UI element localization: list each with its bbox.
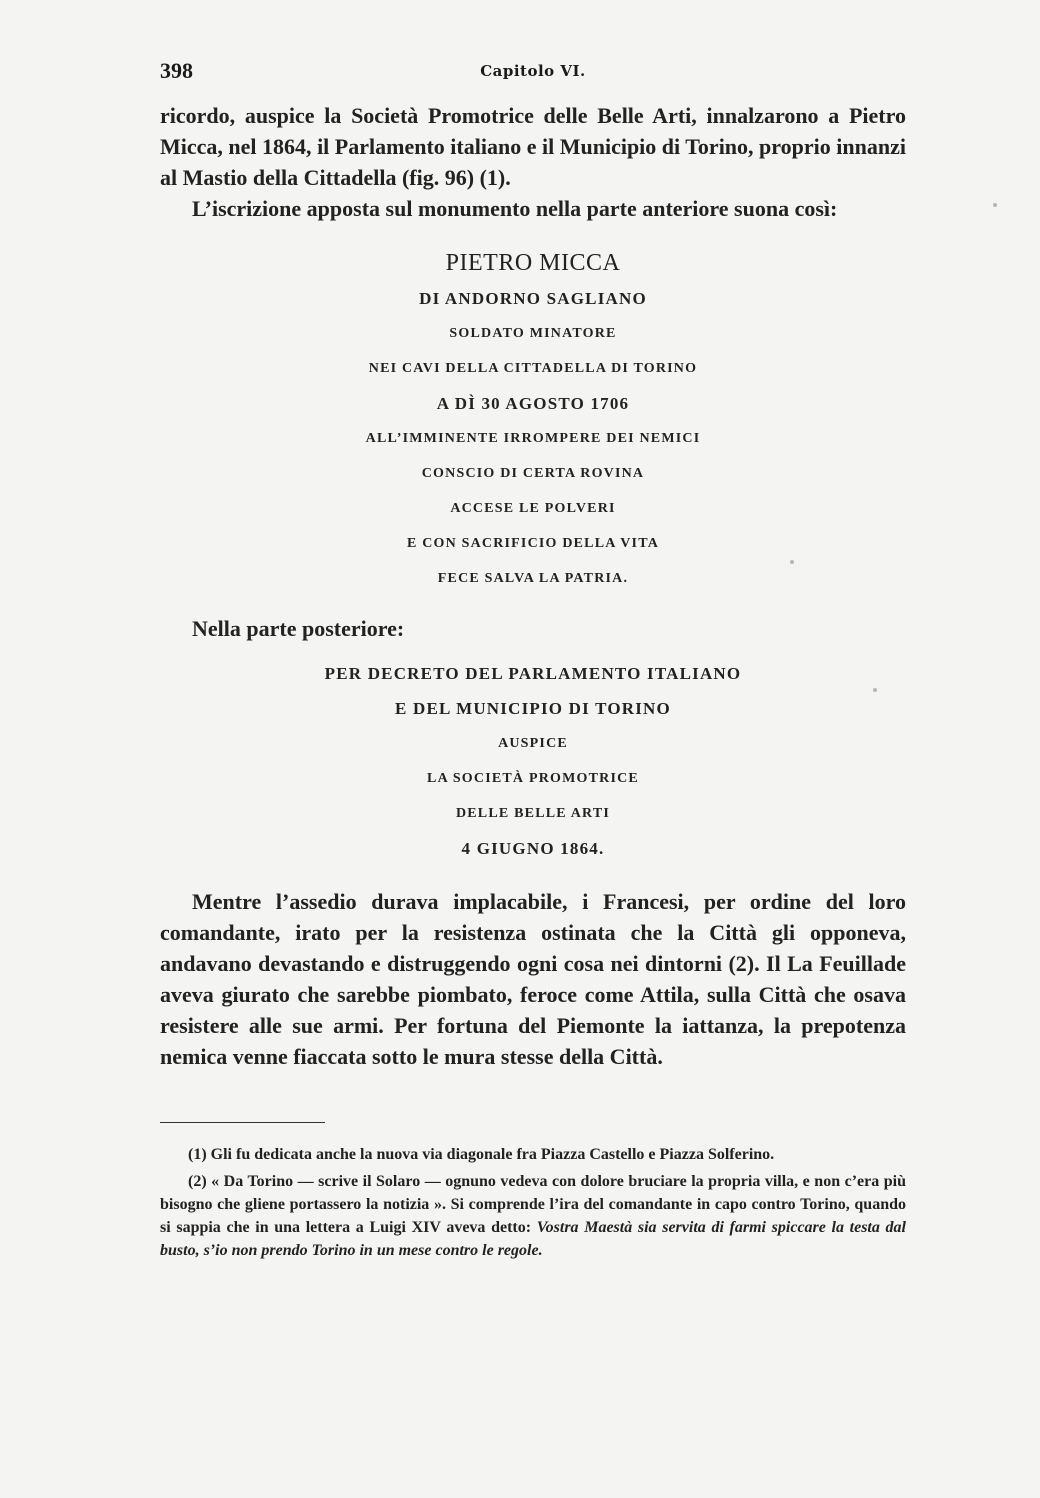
inscription-line: CONSCIO DI CERTA ROVINA: [421, 466, 645, 481]
paragraph-intro: [160, 100, 906, 224]
footnote-2-quote: Vostra Maestà sia servita di farmi spiccare la testa dal busto, s’io non prendo Torino in un mese contro le regole.: [160, 1219, 906, 1259]
inscription-line: PER DECRETO DEL PARLAMENTO ITALIANO: [324, 664, 742, 683]
paragraph-4: Mentre l’assedio durava implacabile, i Francesi, per ordine del loro comandante, irato per la resistenza ostinata che la Città gli opponeva, andavano devastando e distruggendo ogni cosa nei dintorni (2). Il La Feuillade aveva giurato che sarebbe piombato, feroce come Attila, sulla Città che osava resistere alle sue armi. Per fortuna del Piemonte la iattanza, la prepotenza nemica venne fiaccata sotto le mura stesse della Città.: [160, 889, 906, 1069]
inscription-line: ACCESE LE POLVERI: [450, 501, 616, 516]
inscription-line: 4 GIUGNO 1864.: [461, 839, 605, 858]
paper-speck: [873, 688, 877, 692]
inscription-line: SOLDATO MINATORE: [449, 326, 617, 341]
inscription-line: DELLE BELLE ARTI: [455, 806, 611, 821]
page-header: [160, 50, 906, 90]
footnotes: [160, 1143, 906, 1266]
paragraph-1: ricordo, auspice la Società Promotrice delle Belle Arti, innalzarono a Pietro Micca, nel 1864, il Parlamento italiano e il Municipio di Torino, proprio innanzi al Mastio della Cittadella (fig. 96) (1).: [160, 103, 906, 190]
footnote-2-text: (2) « Da Torino — scrive il Solaro — ognuno vedeva con dolore bruciare la propria villa, e non c’era più bisogno che gliene portassero la notizia ». Si comprende l’ira del comandante in capo contro Torino, quando si sappia che in una lettera a Luigi XIV aveva detto:: [160, 1173, 906, 1236]
paragraph-2: L’iscrizione apposta sul monumento nella parte anteriore suona così:: [192, 196, 838, 221]
inscription-line: AUSPICE: [498, 736, 568, 751]
inscription-line: E CON SACRIFICIO DELLA VITA: [406, 536, 660, 551]
inscription-line: ALL’IMMINENTE IRROMPERE DEI NEMICI: [365, 431, 701, 446]
paragraph-3: Nella parte posteriore:: [192, 616, 405, 641]
inscription-back: [160, 656, 906, 866]
footnote-1: (1) Gli fu dedicata anche la nuova via diagonale fra Piazza Castello e Piazza Solferino.: [188, 1146, 775, 1163]
inscription-line: DI ANDORNO SAGLIANO: [419, 289, 647, 308]
paper-speck: [790, 560, 794, 564]
chapter-title: Capitolo VI.: [480, 62, 586, 80]
inscription-line: A DÌ 30 AGOSTO 1706: [436, 394, 630, 413]
page-number: 398: [160, 58, 193, 83]
inscription-line: FECE SALVA LA PATRIA.: [437, 571, 629, 586]
inscription-line: LA SOCIETÀ PROMOTRICE: [427, 771, 639, 786]
footnote-2: [160, 1170, 906, 1262]
paragraph-main: [160, 886, 906, 1072]
inscription-line: NEI CAVI DELLA CITTADELLA DI TORINO: [368, 361, 698, 376]
inscription-front: [160, 246, 906, 596]
footnote-divider: [160, 1122, 325, 1123]
paper-speck: [993, 203, 997, 207]
inscription-line: E DEL MUNICIPIO DI TORINO: [395, 699, 671, 718]
inscription-line: PIETRO MICCA: [445, 250, 621, 276]
